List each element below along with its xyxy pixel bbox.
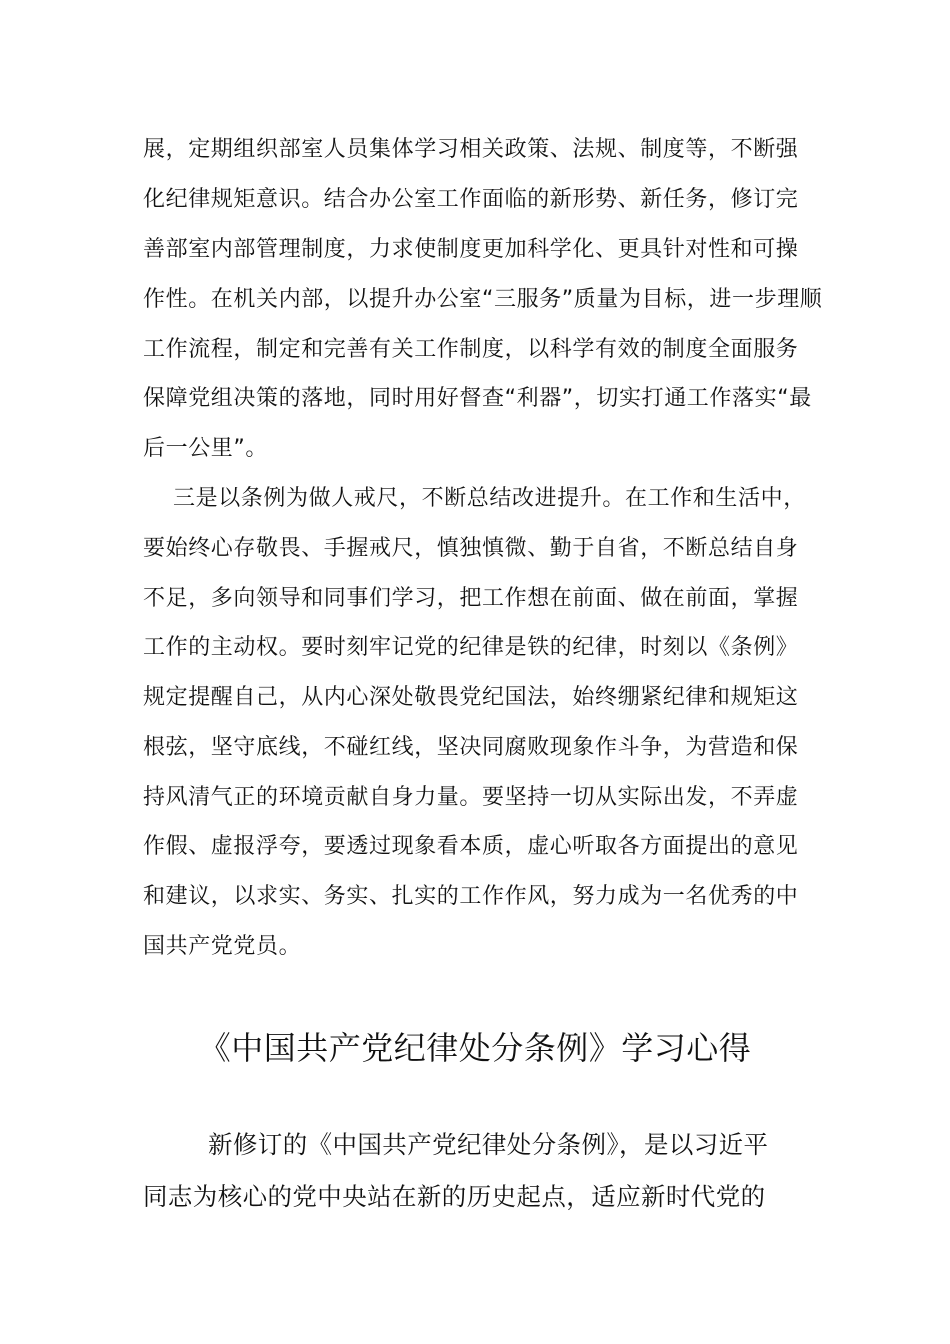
paragraph-1-line: 保障党组决策的落地，同时用好督查“利器”，切实打通工作落实“最 (143, 386, 812, 411)
paragraph-1-line: 后一公里”。 (143, 436, 268, 461)
paragraph-1-line: 善部室内部管理制度，力求使制度更加科学化、更具针对性和可操 (143, 237, 799, 262)
paragraph-1-line: 作性。在机关内部，以提升办公室“三服务”质量为目标，进一步理顺 (143, 287, 823, 312)
paragraph-2-line: 三是以条例为做人戒尺，不断总结改进提升。在工作和生活中， (173, 486, 806, 511)
paragraph-2-line: 国共产党党员。 (143, 934, 302, 959)
paragraph-3-line: 新修订的《中国共产党纪律处分条例》，是以习近平 (208, 1130, 769, 1159)
paragraph-2-line: 要始终心存敬畏、手握戒尺，慎独慎微、勤于自省，不断总结自身 (143, 536, 799, 561)
paragraph-2-line: 作假、虚报浮夸，要透过现象看本质，虚心听取各方面提出的意见 (143, 834, 799, 859)
paragraph-2-line: 持风清气正的环境贡献自身力量。要坚持一切从实际出发，不弄虚 (143, 785, 799, 810)
paragraph-2-line: 根弦，坚守底线，不碰红线，坚决同腐败现象作斗争，为营造和保 (143, 735, 799, 760)
paragraph-1-line: 工作流程，制定和完善有关工作制度，以科学有效的制度全面服务 (143, 337, 799, 362)
paragraph-3-line: 同志为核心的党中央站在新的历史起点，适应新时代党的 (143, 1182, 766, 1211)
paragraph-2-line: 工作的主动权。要时刻牢记党的纪律是铁的纪律，时刻以《条例》 (143, 635, 799, 660)
paragraph-1-line: 展，定期组织部室人员集体学习相关政策、法规、制度等，不断强 (143, 137, 799, 162)
paragraph-2-line: 和建议，以求实、务实、扎实的工作作风，努力成为一名优秀的中 (143, 884, 799, 909)
paragraph-2-line: 不足，多向领导和同事们学习，把工作想在前面、做在前面，掌握 (143, 586, 799, 611)
paragraph-1-line: 化纪律规矩意识。结合办公室工作面临的新形势、新任务，修订完 (143, 187, 799, 212)
paragraph-2-line: 规定提醒自己，从内心深处敬畏党纪国法，始终绷紧纪律和规矩这 (143, 685, 799, 710)
document-title: 《中国共产党纪律处分条例》学习心得 (198, 1029, 752, 1067)
